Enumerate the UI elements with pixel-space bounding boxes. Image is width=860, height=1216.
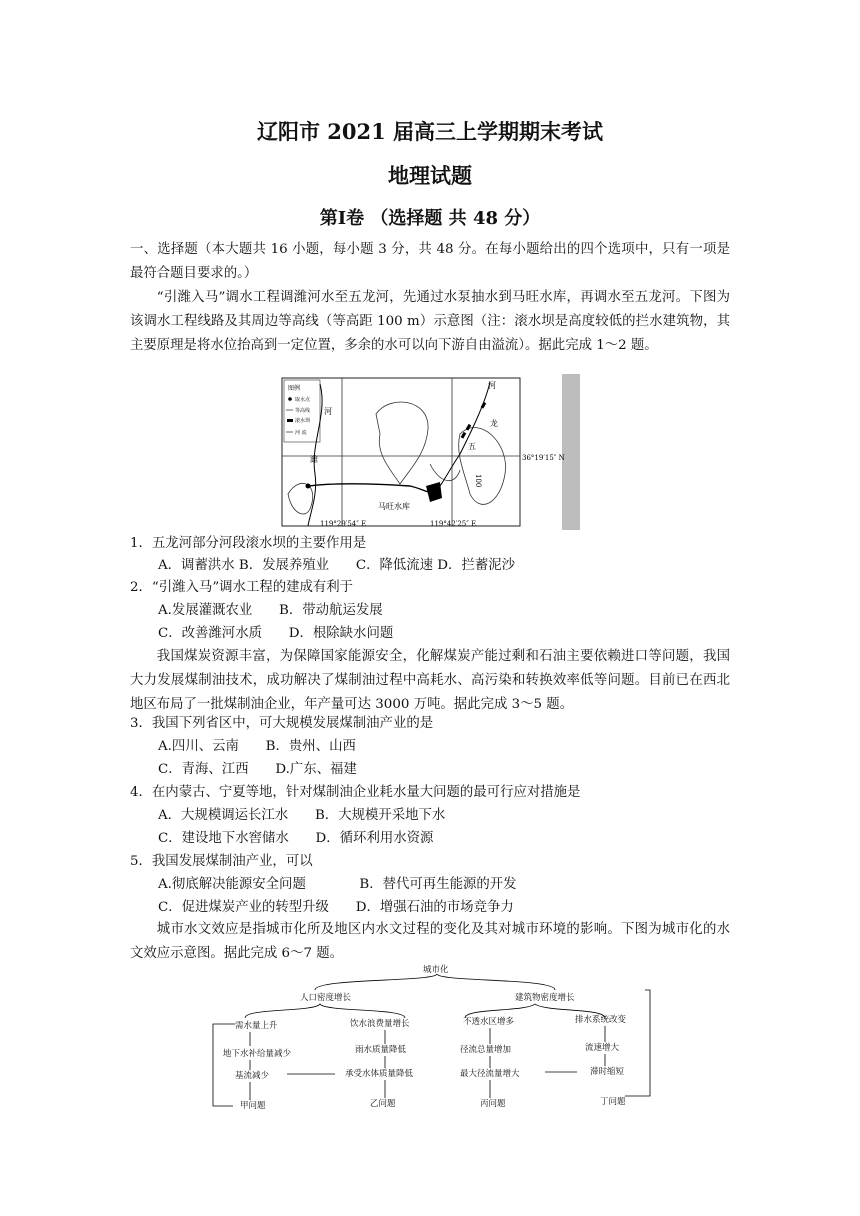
map-label-lat: 36°19′15″ N bbox=[522, 454, 565, 462]
passage-2: 我国煤炭资源丰富，为保障国家能源安全，化解煤炭产能过剩和石油主要依赖进口等问题，我国大力发展煤制油技术，成功解决了煤制油过程中高耗水、高污染和转换效率低等问题。目前已在西北地区布局了一批煤制油企业，年产量可达 3000 万吨。据此完成 3～5 题。 bbox=[130, 649, 730, 712]
q5-stem: 5．我国发展煤制油产业，可以 bbox=[130, 854, 313, 869]
map-label-lon-1: 119°29′54″ E bbox=[320, 520, 367, 528]
legend-intake: 取水点 bbox=[295, 397, 311, 403]
map-label-wu: 五 bbox=[468, 442, 476, 451]
exam-title: 辽阳市 2021 届高三上学期期末考试 bbox=[256, 119, 604, 144]
flow-rainquality: 雨水质量降低 bbox=[355, 1045, 407, 1055]
legend-title: 图例 bbox=[288, 385, 301, 392]
instructions: 一、选择题（本大题共 16 小题，每小题 3 分，共 48 分。在每小题给出的四个选项中，只有一项是最符合题目要求的。） bbox=[130, 242, 730, 281]
q2-options-1: A.发展灌溉农业 B．带动航运发展 bbox=[158, 603, 383, 618]
map-label-reservoir: 马旺水库 bbox=[378, 502, 410, 511]
flow-urbanization: 城市化 bbox=[423, 965, 449, 975]
flow-waste: 饮水浪费量增长 bbox=[350, 1019, 410, 1029]
flow-building: 建筑物密度增长 bbox=[515, 993, 575, 1003]
flow-demand: 需水量上升 bbox=[235, 1021, 278, 1031]
flow-issue-a: 甲问题 bbox=[240, 1101, 266, 1110]
legend-contour: 等高线 bbox=[295, 408, 311, 414]
q4-options-1: A．大规模调运长江水 B．大规模开采地下水 bbox=[158, 808, 446, 823]
q3-options-1: A.四川、云南 B．贵州、山西 bbox=[158, 739, 356, 754]
map-label-long: 龙 bbox=[490, 419, 498, 428]
flow-issue-c: 丙问题 bbox=[480, 1099, 506, 1109]
hydrology-flowchart bbox=[205, 960, 665, 1110]
flow-issue-b: 乙问题 bbox=[370, 1099, 396, 1109]
flow-velocity: 流速增大 bbox=[585, 1043, 620, 1053]
section-heading: 第Ⅰ卷 （选择题 共 48 分） bbox=[319, 208, 541, 229]
q4-options-2: C．建设地下水窖储水 D．循环利用水资源 bbox=[158, 831, 434, 846]
q2-options-2: C．改善潍河水质 D．根除缺水问题 bbox=[158, 626, 394, 641]
flow-population: 人口密度增长 bbox=[300, 993, 352, 1003]
map-label-river-3a: 河 bbox=[488, 381, 496, 390]
flow-peak: 最大径流量增大 bbox=[460, 1069, 520, 1079]
flow-impervious: 不透水区增多 bbox=[463, 1017, 515, 1027]
flow-lag: 滞时缩短 bbox=[590, 1067, 625, 1077]
diversion-map bbox=[280, 374, 580, 530]
flow-baseflow: 基流减少 bbox=[235, 1071, 270, 1081]
q3-options-2: C．青海、江西 D.广东、福建 bbox=[158, 762, 357, 777]
q1-stem: 1．五龙河部分河段滚水坝的主要作用是 bbox=[130, 536, 367, 551]
legend-dam: 滚水坝 bbox=[295, 418, 311, 424]
flow-groundwater: 地下水补给量减少 bbox=[223, 1049, 292, 1059]
map-label-river: 河 bbox=[324, 407, 332, 416]
map-label-wei: 潍 bbox=[310, 455, 318, 464]
q1-options: A．调蓄洪水 B．发展养殖业 C．降低流速 D．拦蓄泥沙 bbox=[158, 558, 515, 573]
passage-3: 城市水文效应是指城市化所及地区内水文过程的变化及其对城市环境的影响。下图为城市化的水文效应示意图。据此完成 6～7 题。 bbox=[130, 922, 730, 961]
passage-1: “引潍入马”调水工程调潍河水至五龙河，先通过水泵抽水到马旺水库，再调水至五龙河。下图为该调水工程线路及其周边等高线（等高距 100 m）示意图（注：滚水坝是高度较低的拦水建筑物，其主要原理是将水位抬高到一定位置，多余的水可以向下游自由溢流）。据此完成 1～2 题。 bbox=[130, 290, 730, 353]
flow-waterbody: 承受水体质量降低 bbox=[345, 1069, 414, 1079]
q3-stem: 3．我国下列省区中，可大规模发展煤制油产业的是 bbox=[130, 716, 434, 731]
q4-stem: 4．在内蒙古、宁夏等地，针对煤制油企业耗水量大问题的最可行应对措施是 bbox=[130, 785, 581, 800]
map-label-lon-2: 119°42′25″ E bbox=[430, 520, 477, 528]
map-label-contour: 100 bbox=[474, 474, 482, 488]
flow-drainage: 排水系统改变 bbox=[575, 1015, 627, 1025]
flow-runoff: 径流总量增加 bbox=[460, 1045, 512, 1055]
exam-subject: 地理试题 bbox=[388, 163, 472, 188]
q5-options-2: C．促进煤炭产业的转型升级 D．增强石油的市场竞争力 bbox=[158, 900, 514, 915]
q5-options-1: A.彻底解决能源安全问题 B．替代可再生能源的开发 bbox=[158, 877, 517, 892]
flow-issue-d: 丁问题 bbox=[600, 1097, 626, 1107]
legend-river: 河 流 bbox=[295, 430, 307, 436]
q2-stem: 2．“引潍入马”调水工程的建成有利于 bbox=[130, 580, 354, 595]
